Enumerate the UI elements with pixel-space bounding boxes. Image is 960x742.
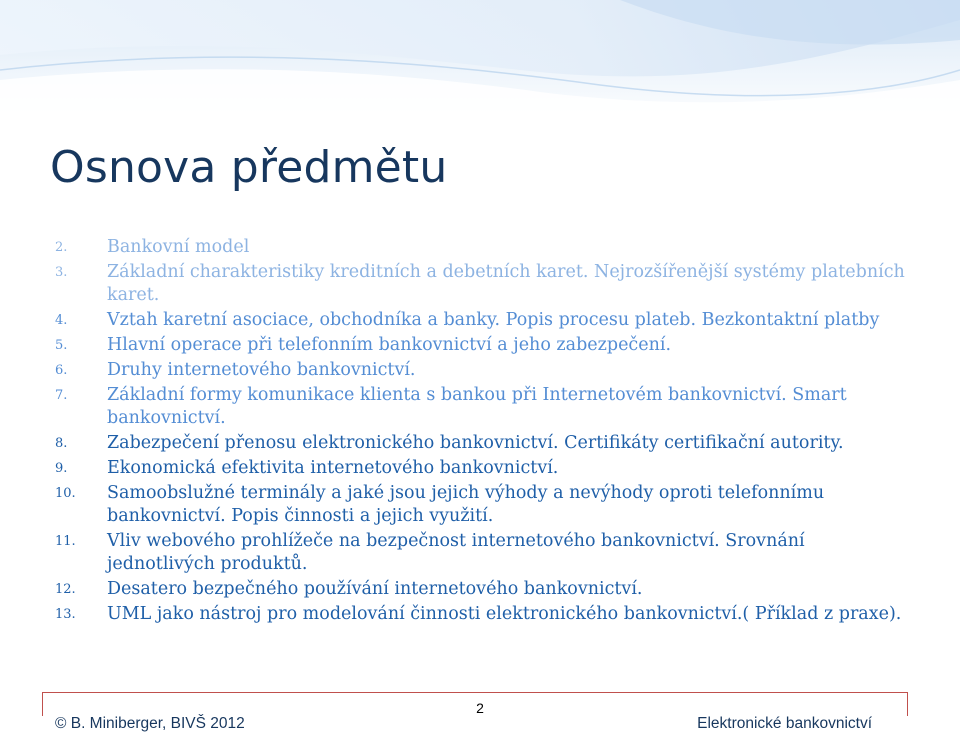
outline-item <box>55 236 915 259</box>
outline-item <box>55 261 915 307</box>
outline-item <box>55 603 915 626</box>
outline-item-number: 10. <box>55 486 76 501</box>
outline-item-number: 11. <box>55 534 76 549</box>
outline-item <box>55 359 915 382</box>
outline-item <box>55 334 915 357</box>
outline-item <box>55 482 915 528</box>
footer-course-name: Elektronické bankovnictví <box>697 715 872 732</box>
outline-item-text: Druhy internetového bankovnictví. <box>107 360 416 380</box>
outline-item-text: Samoobslužné terminály a jaké jsou jejich výhody a nevýhody oproti telefonnímu bankovnictví. Popis činnosti a jejich využití. <box>107 483 825 526</box>
outline-item-number: 5. <box>55 338 68 353</box>
background-wave-decoration <box>0 0 960 130</box>
outline-item-text: Vztah karetní asociace, obchodníka a banky. Popis procesu plateb. Bezkontaktní platby <box>107 310 880 330</box>
course-outline-list <box>55 236 915 626</box>
outline-item <box>55 530 915 576</box>
outline-item-text: Bankovní model <box>107 237 250 257</box>
outline-item-number: 9. <box>55 461 68 476</box>
slide-title: Osnova předmětu <box>50 142 448 193</box>
outline-item-number: 12. <box>55 582 76 597</box>
outline-item-number: 13. <box>55 607 76 622</box>
page-number: 2 <box>476 700 484 716</box>
outline-item <box>55 309 915 332</box>
outline-item-number: 4. <box>55 313 68 328</box>
outline-item-number: 3. <box>55 265 68 280</box>
outline-item-number: 8. <box>55 436 68 451</box>
outline-item <box>55 578 915 601</box>
outline-item <box>55 384 915 430</box>
outline-item-text: Ekonomická efektivita internetového bankovnictví. <box>107 458 559 478</box>
outline-item-text: Hlavní operace při telefonním bankovnictví a jeho zabezpečení. <box>107 335 672 355</box>
outline-item-text: Zabezpečení přenosu elektronického bankovnictví. Certifikáty certifikační autority. <box>107 433 844 453</box>
outline-item-text: UML jako nástroj pro modelování činnosti elektronického bankovnictví.( Příklad z praxe). <box>107 604 902 624</box>
footer-author: © B. Miniberger, BIVŠ 2012 <box>55 715 245 732</box>
outline-item-text: Základní charakteristiky kreditních a debetních karet. Nejrozšířenější systémy platebních karet. <box>107 262 905 305</box>
outline-item-number: 6. <box>55 363 68 378</box>
outline-item-text: Vliv webového prohlížeče na bezpečnost internetového bankovnictví. Srovnání jednotlivých produktů. <box>107 531 805 574</box>
outline-item-text: Základní formy komunikace klienta s bankou při Internetovém bankovnictví. Smart bankovnictví. <box>107 385 847 428</box>
outline-item <box>55 432 915 455</box>
outline-item-number: 2. <box>55 240 68 255</box>
outline-item-text: Desatero bezpečného používání internetového bankovnictví. <box>107 579 643 599</box>
outline-item <box>55 457 915 480</box>
outline-item-number: 7. <box>55 388 68 403</box>
